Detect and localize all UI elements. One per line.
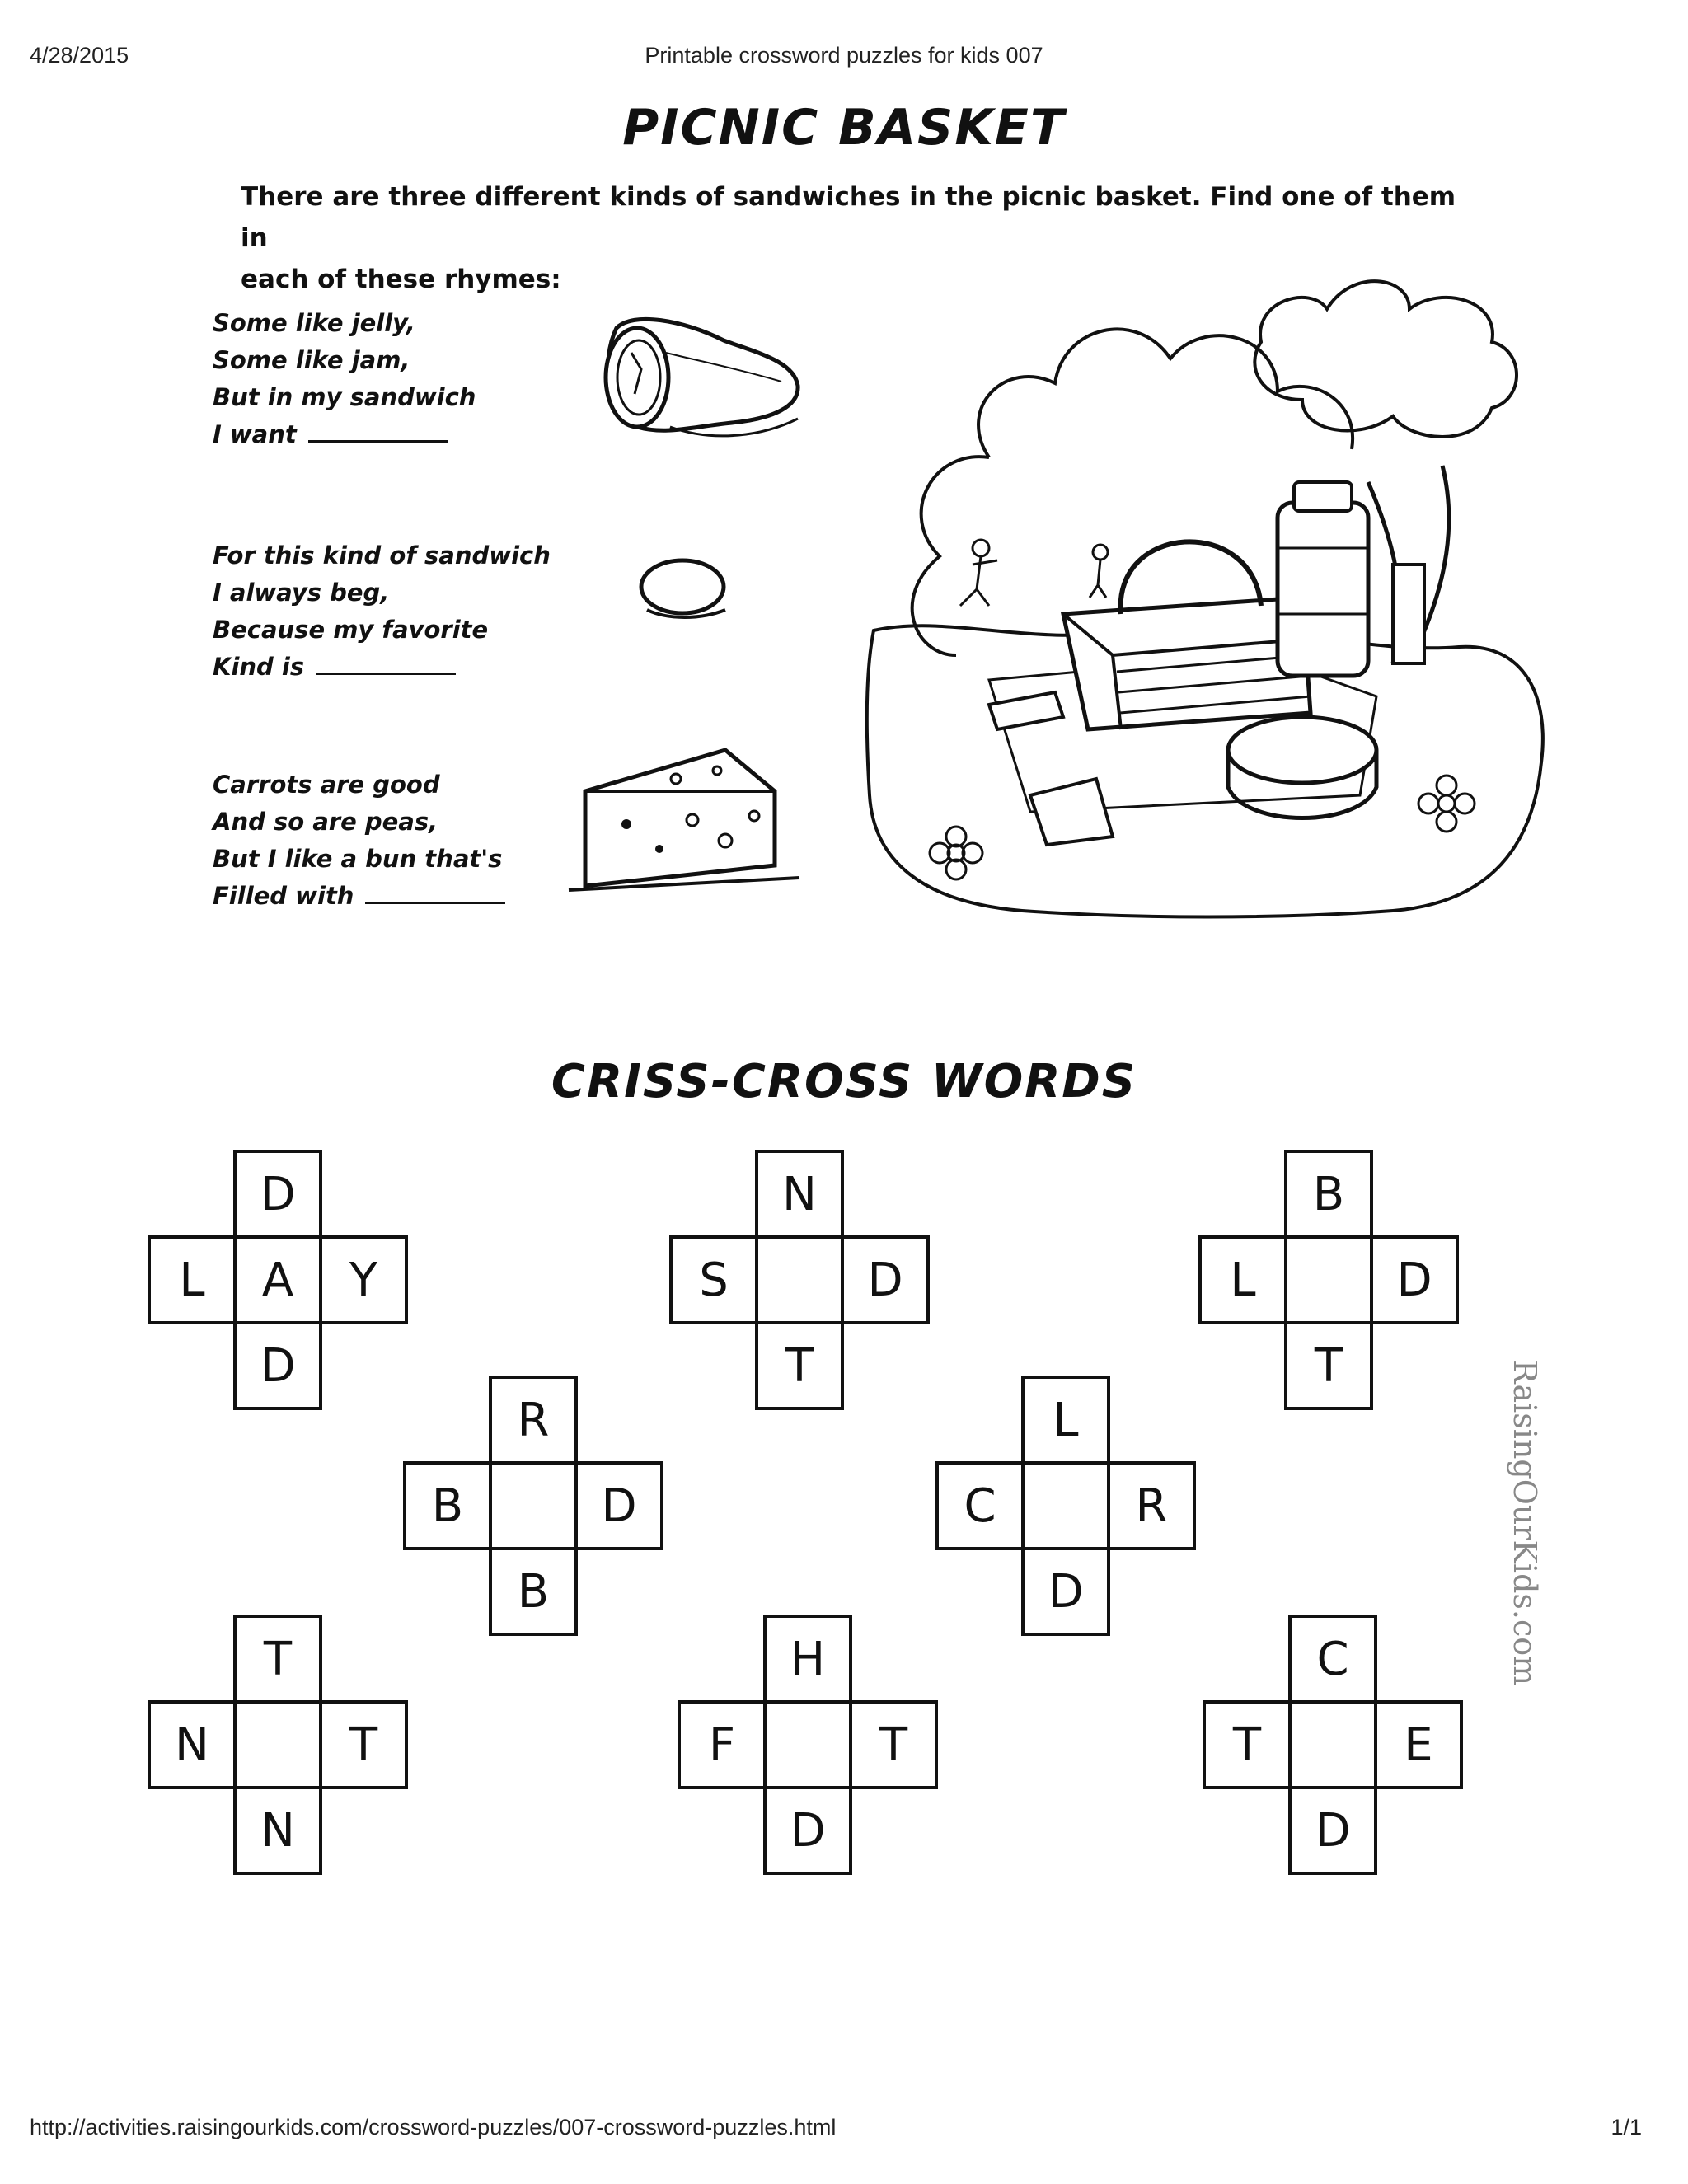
watermark: RaisingOurKids.com (1507, 1360, 1543, 1686)
puzzle-3-cell-left[interactable]: L (1198, 1235, 1287, 1324)
puzzle-2-cell-center[interactable] (755, 1235, 844, 1324)
puzzle-4-cell-top[interactable]: R (489, 1376, 578, 1465)
puzzle-7-cell-center[interactable] (763, 1700, 852, 1789)
puzzle-4-cell-center[interactable] (489, 1461, 578, 1550)
puzzle-7-cell-right[interactable]: T (849, 1700, 938, 1789)
puzzle-3-cell-top[interactable]: B (1284, 1150, 1373, 1239)
puzzle-1-cell-top[interactable]: D (233, 1150, 322, 1239)
puzzle-7-cell-top[interactable]: H (763, 1615, 852, 1704)
page-number: 1/1 (1611, 2115, 1642, 2139)
rhyme-3-line-4-text: Filled with (213, 882, 354, 910)
puzzle-2-cell-top[interactable]: N (755, 1150, 844, 1239)
puzzle-5-cell-right[interactable]: R (1107, 1461, 1196, 1550)
puzzle-2-cell-bottom[interactable]: T (755, 1321, 844, 1410)
print-date: 4/28/2015 (30, 43, 129, 68)
intro-line-2: each of these rhymes: (241, 265, 561, 294)
document-title: Printable crossword puzzles for kids 007 (645, 43, 1043, 68)
puzzle-3-cell-center[interactable] (1284, 1235, 1373, 1324)
puzzle-6-cell-bottom[interactable]: N (233, 1786, 322, 1875)
puzzle-6-cell-center[interactable] (233, 1700, 322, 1789)
puzzle-6-cell-top[interactable]: T (233, 1615, 322, 1704)
crisscross-title: CRISS-CROSS WORDS (551, 1055, 1137, 1108)
rhyme-3-line-1: Carrots are good (213, 771, 440, 799)
puzzle-4-cell-left[interactable]: B (403, 1461, 492, 1550)
puzzle-1-cell-center[interactable]: A (233, 1235, 322, 1324)
rhyme-3-line-2: And so are peas, (213, 808, 438, 836)
intro-line-1: There are three different kinds of sandwiches in the picnic basket. Find one of them in (241, 182, 1456, 253)
puzzle-7-cell-bottom[interactable]: D (763, 1786, 852, 1875)
rhyme-2-line-4-text: Kind is (213, 653, 305, 681)
puzzle-4-cell-bottom[interactable]: B (489, 1547, 578, 1636)
rhyme-1-line-2: Some like jam, (213, 346, 410, 374)
puzzle-3-cell-bottom[interactable]: T (1284, 1321, 1373, 1410)
puzzle-6-cell-right[interactable]: T (319, 1700, 408, 1789)
rhyme-2-line-1: For this kind of sandwich (213, 541, 551, 569)
puzzle-2-cell-left[interactable]: S (669, 1235, 758, 1324)
puzzle-4-cell-right[interactable]: D (574, 1461, 663, 1550)
puzzle-8-cell-right[interactable]: E (1374, 1700, 1463, 1789)
rhyme-1-line-1: Some like jelly, (213, 309, 415, 337)
puzzle-3-cell-right[interactable]: D (1370, 1235, 1459, 1324)
rhyme-1-line-4-text: I want (213, 420, 297, 448)
puzzle-1-cell-right[interactable]: Y (319, 1235, 408, 1324)
puzzle-8-cell-top[interactable]: C (1288, 1615, 1377, 1704)
puzzle-2-cell-right[interactable]: D (841, 1235, 930, 1324)
puzzle-1-cell-left[interactable]: L (148, 1235, 237, 1324)
puzzle-1-cell-bottom[interactable]: D (233, 1321, 322, 1410)
puzzle-5-cell-top[interactable]: L (1021, 1376, 1110, 1465)
rhyme-1-line-3: But in my sandwich (213, 383, 476, 411)
picnic-title: PICNIC BASKET (622, 99, 1066, 157)
footer-url[interactable]: http://activities.raisingourkids.com/crossword-puzzles/007-crossword-puzzles.html (30, 2115, 837, 2139)
puzzle-8-cell-bottom[interactable]: D (1288, 1786, 1377, 1875)
puzzle-5-cell-left[interactable]: C (935, 1461, 1025, 1550)
puzzle-7-cell-left[interactable]: F (678, 1700, 767, 1789)
puzzle-6-cell-left[interactable]: N (148, 1700, 237, 1789)
puzzle-8-cell-center[interactable] (1288, 1700, 1377, 1789)
puzzle-8-cell-left[interactable]: T (1203, 1700, 1292, 1789)
puzzle-5-cell-bottom[interactable]: D (1021, 1547, 1110, 1636)
rhyme-2-line-3: Because my favorite (213, 616, 489, 644)
rhyme-2-line-2: I always beg, (213, 579, 390, 607)
puzzle-5-cell-center[interactable] (1021, 1461, 1110, 1550)
rhyme-3-line-3: But I like a bun that's (213, 845, 503, 873)
